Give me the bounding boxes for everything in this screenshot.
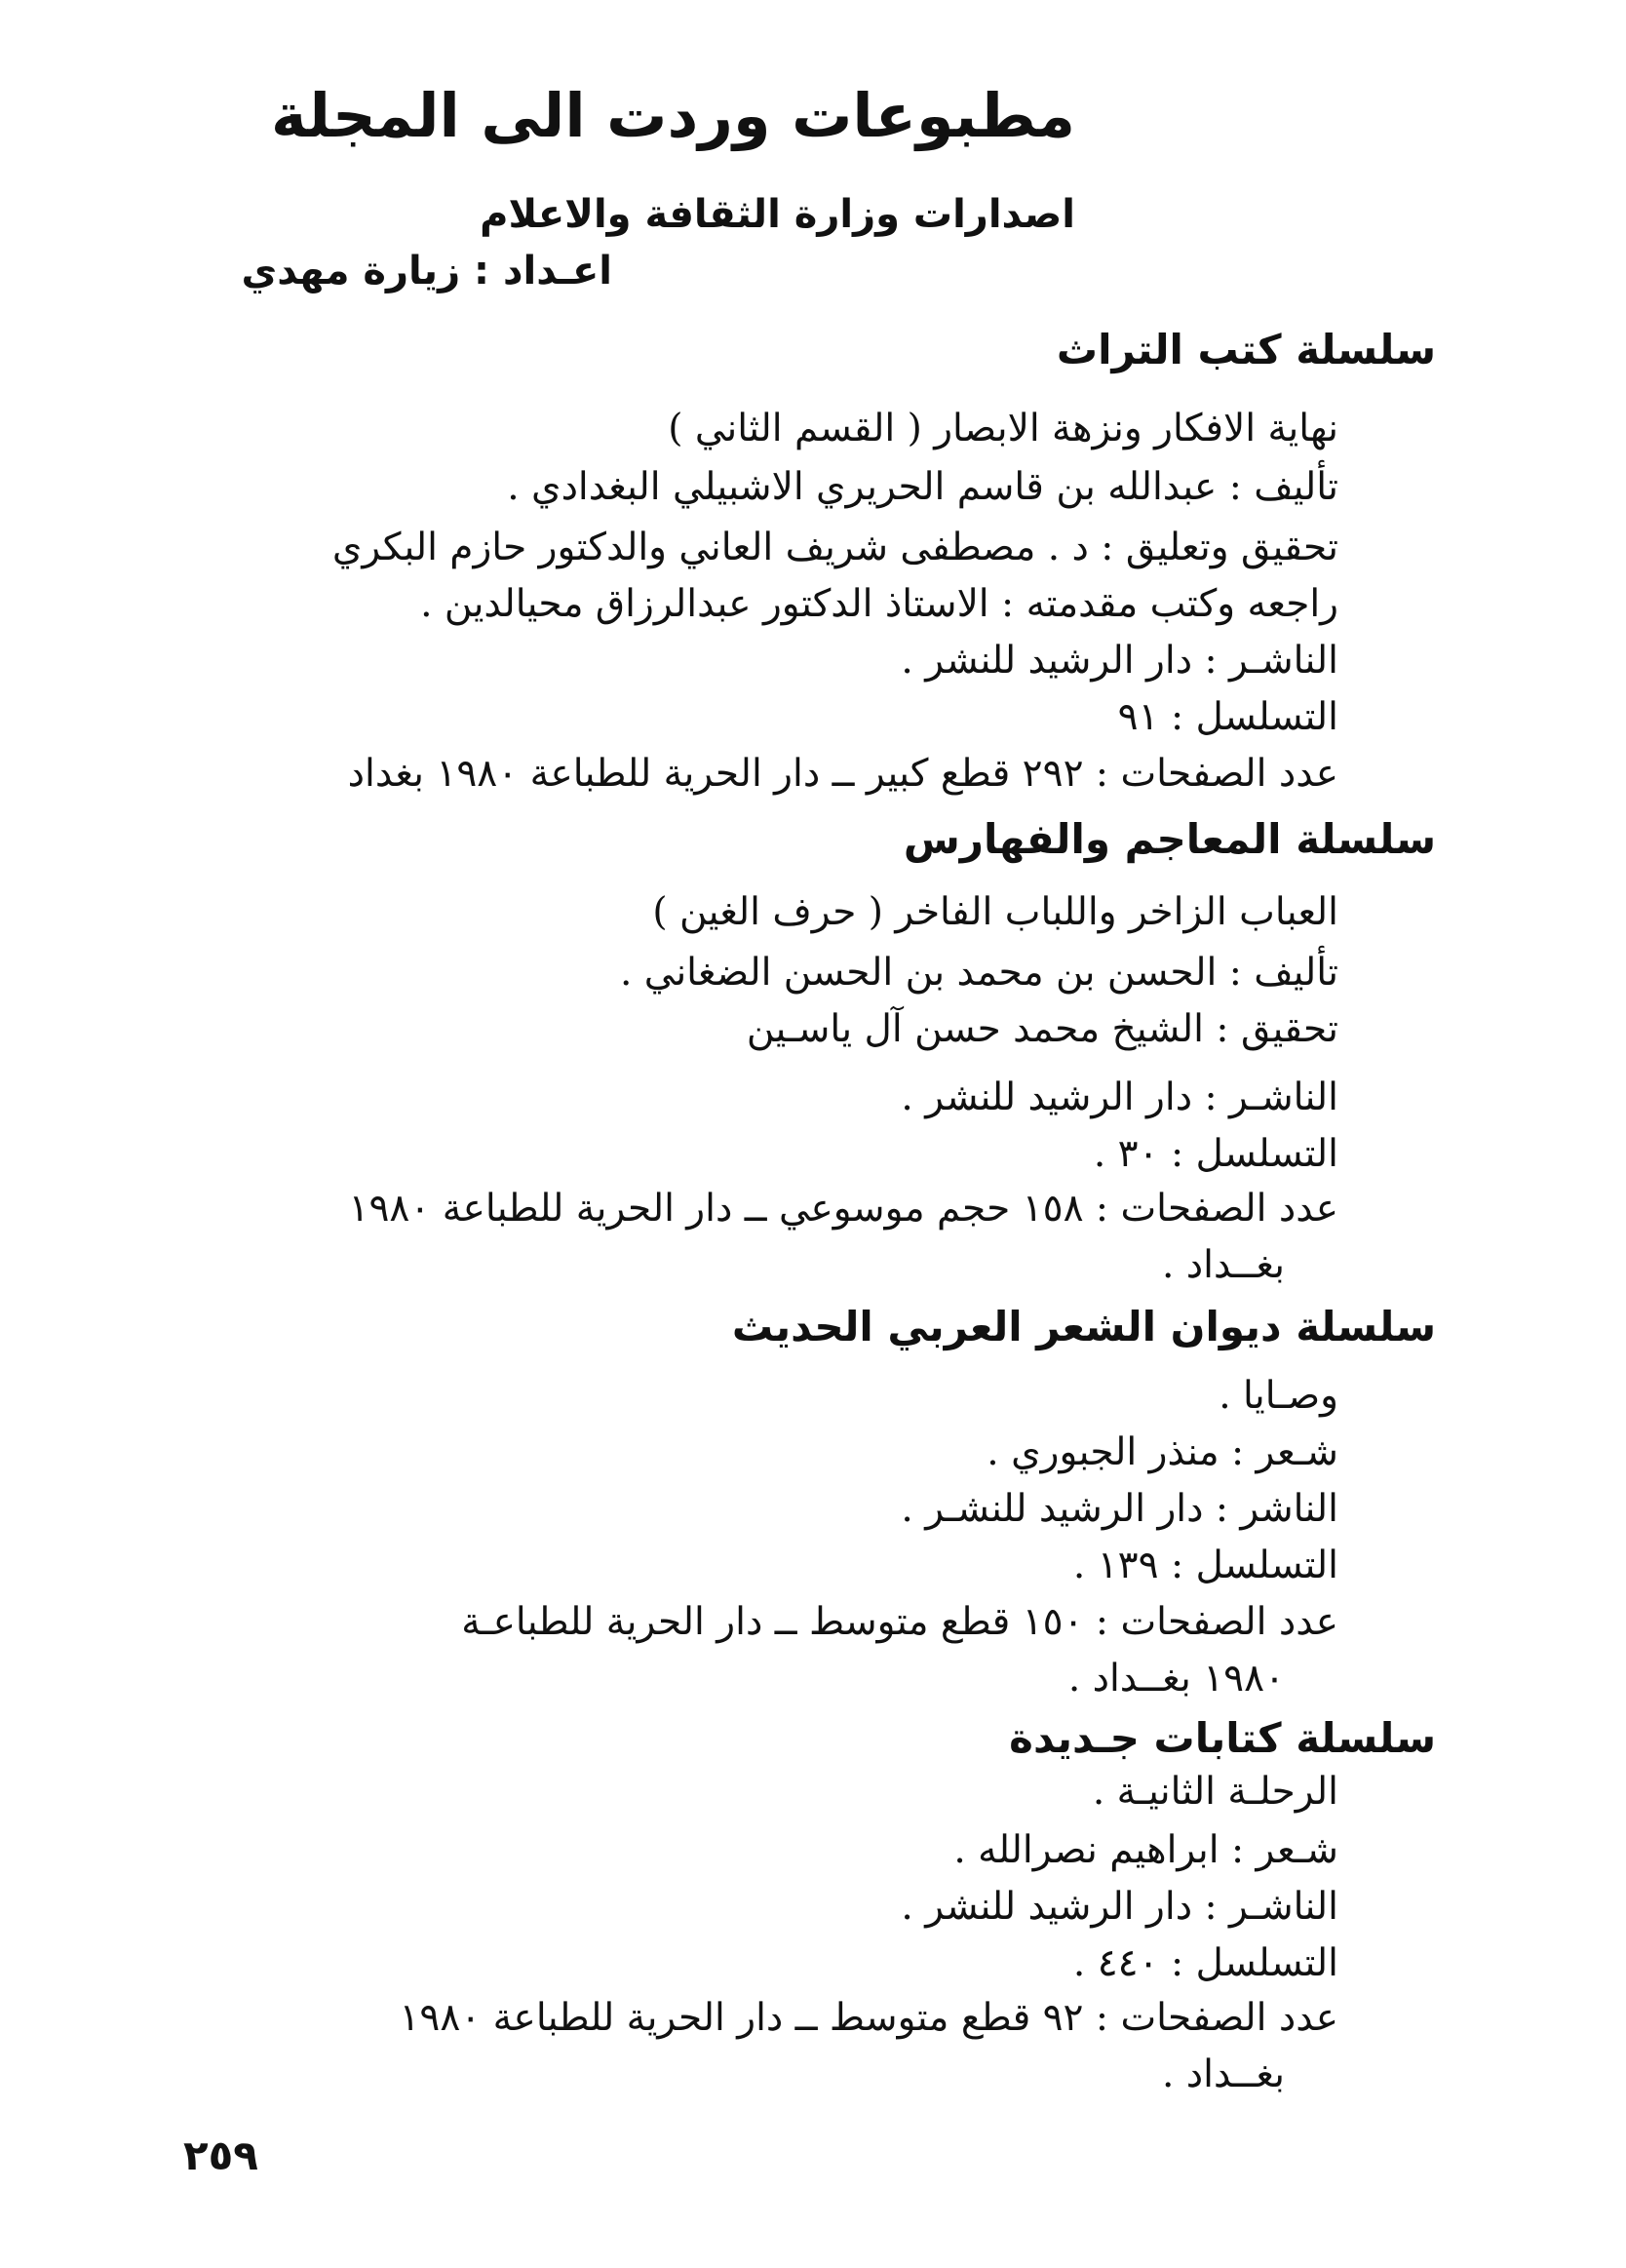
book-publisher: الناشـر : دار الرشيد للنشر . [901,1075,1338,1119]
book-pages: عدد الصفحات : ١٥٨ حجم موسوعي ــ دار الحرية للطباعة ١٩٨٠ [348,1187,1338,1231]
book-author: تأليف : الحسن بن محمد بن الحسن الضغاني . [620,951,1338,995]
page-number: ٢٥٩ [183,2131,258,2179]
book-pages-continuation: بغــداد . [1162,1243,1285,1287]
book-series-number: التسلسل : ٣٠ . [1093,1132,1338,1176]
prepared-by: اعـداد : زيارة مهدي [241,249,612,293]
section-heading: سلسلة ديوان الشعر العربي الحديث [731,1303,1436,1350]
book-title: نهاية الافكار ونزهة الابصار ( القسم الثاني ) [668,407,1338,450]
book-publisher: الناشـر : دار الرشيد للنشر . [901,1885,1338,1929]
book-author: تأليف : عبدالله بن قاسم الحريري الاشبيلي البغدادي . [507,465,1338,509]
book-pages: عدد الصفحات : ٩٢ قطع متوسط ــ دار الحرية للطباعة ١٩٨٠ [399,1996,1338,2040]
book-pages: عدد الصفحات : ٢٩٢ قطع كبير ــ دار الحرية للطباعة ١٩٨٠ بغداد [347,752,1338,796]
book-title: وصـايا . [1219,1374,1338,1418]
book-reviewer: راجعه وكتب مقدمته : الاستاذ الدكتور عبدالرزاق محيالدين . [420,582,1338,626]
section-heading: سلسلة المعاجم والفهارس [903,815,1436,863]
book-title: العباب الزاخر واللباب الفاخر ( حرف الغين ) [652,890,1338,934]
book-pages-continuation: ١٩٨٠ بغــداد . [1067,1657,1285,1701]
page-title: مطبوعات وردت الى المجلة [271,80,1075,151]
book-pages: عدد الصفحات : ١٥٠ قطع متوسط ــ دار الحرية للطباعـة [461,1600,1338,1644]
section-heading: سلسلة كتابات جـديدة [1009,1714,1436,1762]
section-heading: سلسلة كتب التراث [1056,326,1436,373]
book-editors: تحقيق وتعليق : د . مصطفى شريف العاني والدكتور حازم البكري [331,526,1338,569]
book-publisher: الناشـر : دار الرشيد للنشر . [901,639,1338,683]
book-poet: شـعر : منذر الجبوري . [987,1430,1338,1474]
book-series-number: التسلسل : ٤٤٠ . [1072,1941,1338,1985]
book-pages-continuation: بغــداد . [1162,2053,1285,2096]
page-subtitle: اصدارات وزارة الثقافة والاعلام [480,192,1075,237]
book-editor: تحقيق : الشيخ محمد حسن آل ياسـين [746,1007,1338,1051]
book-poet: شـعر : ابراهيم نصرالله . [953,1828,1338,1872]
book-publisher: الناشر : دار الرشيد للنشـر . [901,1487,1338,1531]
book-series-number: التسلسل : ١٣٩ . [1072,1544,1338,1587]
book-series-number: التسلسل : ٩١ [1117,695,1338,739]
book-title: الرحلـة الثانيـة . [1092,1770,1338,1814]
